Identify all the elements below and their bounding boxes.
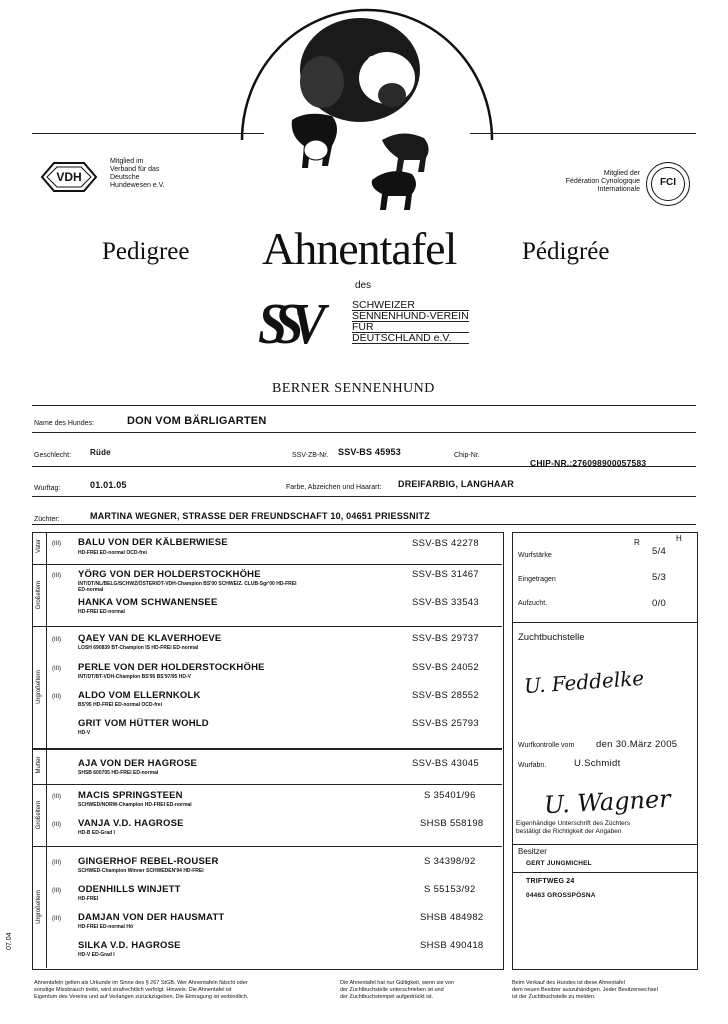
label-grosseltern-sire: Großeltern (36, 580, 42, 610)
ancestor-reg: SHSB 484982 (420, 912, 484, 923)
dog-sex: Rüde (90, 448, 111, 457)
vdh-member-line: Verband für das (110, 166, 160, 173)
hd-mark: (III) (52, 666, 61, 672)
signature-breeder: U. Wagner (543, 784, 672, 820)
ancestor-details: HD-FREI ED-normal Hö (78, 924, 133, 930)
label-vater: Vater (36, 539, 42, 553)
hd-mark: (III) (52, 694, 61, 700)
ancestor-name: VANJA V.D. HAGROSE (78, 818, 184, 829)
hd-mark: (III) (52, 637, 61, 643)
ancestor-name: AJA VON DER HAGROSE (78, 758, 198, 769)
ancestor-details: INT/DT/NL/BELG/SCHWZ/ÖSTER/DT-VDH-Champion BS'00 SCHWEIZ. CLUB-Sgr'00 HD-FREI (78, 581, 297, 587)
signature-stud-book: U. Feddelke (523, 665, 645, 699)
ancestor-name: YÖRG VON DER HOLDERSTOCKHÖHE (78, 569, 261, 580)
col-h-label: H (676, 534, 682, 543)
footer-line: Die Ahnentafel hat nur Gültigkeit, wenn sie von (340, 980, 455, 986)
ancestor-details: HD-FREI ED-normal OCD-frei (78, 550, 147, 556)
ancestor-details: HD-FREI ED-normal (78, 609, 125, 615)
ancestor-reg: SSV-BS 42278 (412, 538, 479, 549)
litter-check-name: U.Schmidt (574, 758, 621, 769)
footer-line: Beim Verkauf des Hundes ist diese Ahnentafel (512, 980, 625, 986)
ancestor-name: SILKA V.D. HAGROSE (78, 940, 181, 951)
ancestor-details: ED-normal (78, 587, 104, 593)
litter-check-label: Wurfabn. (518, 762, 547, 769)
ancestor-name: GINGERHOF REBEL-ROUSER (78, 856, 219, 867)
hd-mark: (III) (52, 916, 61, 922)
breeder-sig-line: bestätigt die Richtigkeit der Angaben (516, 828, 622, 835)
dog-chip: CHIP-NR.:276098900057583 (530, 458, 647, 468)
label-mutter: Mutter (36, 756, 42, 774)
club-name (352, 300, 469, 344)
ancestor-details: LOSH 690839 BT-Champion IS HD-FREI ED-normal (78, 645, 199, 651)
footer-line: Eigentum des Vereins und auf Verlangen zurückzugeben. Die Eintragung ist verbindlich. (34, 994, 249, 1000)
fci-logo (646, 162, 690, 206)
hd-mark: (III) (52, 888, 61, 894)
hd-mark: (III) (52, 860, 61, 866)
club-name-line: DEUTSCHLAND e.V. (352, 333, 469, 344)
owner-city: 04463 GROSSPÖSNA (526, 892, 596, 899)
dog-color: DREIFARBIG, LANGHAAR (398, 479, 514, 489)
hd-mark: (III) (52, 822, 61, 828)
registered-label: Eingetragen (518, 576, 556, 583)
ssv-logo (258, 291, 350, 356)
col-r-label: R (634, 538, 640, 547)
dog-reg-number: SSV-BS 45953 (338, 447, 401, 457)
sex-label: Geschlecht: (34, 452, 71, 459)
ancestor-reg: SSV-BS 29737 (412, 633, 479, 644)
issued-label: Wurfkontrolle vom (518, 742, 575, 749)
ancestor-details: HD-B ED-Grad I (78, 830, 115, 836)
title-pedigree-en: Pedigree (102, 238, 190, 265)
chip-label: Chip-Nr. (454, 452, 480, 459)
footer-line: ist der Zuchtbuchstelle zu melden. (512, 994, 596, 1000)
whelped-label: Wurftag: (34, 485, 61, 492)
vdh-member-line: Deutsche (110, 174, 140, 181)
footer-line: dem neuen Besitzer auszuhändigen. Jeder Besitzerwechsel (512, 987, 658, 993)
title-ahnentafel: Ahnentafel (262, 223, 457, 274)
dog-whelped: 01.01.05 (90, 480, 127, 490)
dog-group-illustration (232, 0, 502, 225)
footer-legal-col3 (512, 980, 698, 1001)
color-label: Farbe, Abzeichen und Haarart: (286, 484, 382, 491)
hd-mark: (III) (52, 794, 61, 800)
ancestor-name: BALU VON DER KÄLBERWIESE (78, 537, 228, 548)
footer-line: der Zuchtbuchstelle unterschrieben ist und (340, 987, 444, 993)
footer-legal-col1 (34, 980, 334, 1001)
club-name-line: SENNENHUND-VEREIN (352, 310, 469, 322)
reared-value: 0/0 (652, 598, 667, 609)
footer-line: Ahnentafeln gelten als Urkunde im Sinne des § 267 StGB. Wer Ahnentafeln fälscht oder (34, 980, 248, 986)
owner-street: TRIFTWEG 24 (526, 878, 575, 885)
ancestor-details: BS'95 HD-FREI ED-normal OCD-frei (78, 702, 162, 708)
stud-book-office: Zuchtbuchstelle (518, 632, 585, 643)
ancestor-reg: S 35401/96 (424, 790, 476, 801)
breeder-signature-note (516, 820, 630, 836)
ancestor-details: HD-V (78, 730, 91, 736)
ancestor-reg: SSV-BS 31467 (412, 569, 479, 580)
label-urgrosseltern-sire: Urgroßeltern (36, 670, 42, 704)
ancestor-reg: SSV-BS 33543 (412, 597, 479, 608)
ancestor-details: INT/DT/BT-VDH-Champion BS'95 BS'97/95 HD-V (78, 674, 191, 680)
registered-value: 5/3 (652, 572, 667, 583)
ancestor-reg: SHSB 558198 (420, 818, 484, 829)
dog-name: DON VOM BÄRLIGARTEN (127, 415, 267, 427)
owner-name: GERT JUNGMICHEL (526, 860, 592, 867)
litter-size-label: Wurfstärke (518, 552, 552, 559)
fci-member-line: Mitglied der (603, 170, 640, 177)
litter-size-value: 5/4 (652, 546, 667, 557)
breeder-sig-line: Eigenhändige Unterschrift des Züchters (516, 820, 631, 827)
vdh-logo (38, 160, 100, 194)
ancestor-details: SCHWED-Champion Winner SCHWEDEN'94 HD-FREI (78, 868, 204, 874)
club-name-line: SCHWEIZER (352, 300, 469, 311)
ancestor-details: SHSB 600705 HD-FREI ED-normal (78, 770, 159, 776)
ancestor-reg: SSV-BS 25793 (412, 718, 479, 729)
breeder-label: Züchter: (34, 516, 60, 523)
name-label: Name des Hundes: (34, 420, 94, 427)
hd-mark: (III) (52, 573, 61, 579)
vdh-member-line: Mitglied im (110, 158, 144, 165)
fci-logo-text: FCI (659, 177, 677, 188)
footer-line: der Zuchtbuchstempel aufgedrückt ist. (340, 994, 434, 1000)
label-grosseltern-dam: Großeltern (36, 800, 42, 830)
ancestor-reg: S 34398/92 (424, 856, 476, 867)
owner-label: Besitzer (518, 847, 547, 856)
side-code: 07.04 (6, 932, 13, 950)
ancestor-details: SCHWED/NORW-Champion HD-FREI ED-normal (78, 802, 192, 808)
footer-legal-col2 (340, 980, 505, 1001)
ancestor-details: HD-V ED-Grad I (78, 952, 115, 958)
ancestor-name: DAMJAN VON DER HAUSMATT (78, 912, 225, 923)
ancestor-name: HANKA VOM SCHWANENSEE (78, 597, 218, 608)
ancestor-details: HD-FREI (78, 896, 99, 902)
fci-member-line: Fédération Cynologique (565, 178, 640, 185)
title-pedigree-fr: Pédigrée (522, 238, 610, 265)
ancestor-reg: SSV-BS 24052 (412, 662, 479, 673)
ancestor-name: ALDO VOM ELLERNKOLK (78, 690, 201, 701)
reared-label: Aufzucht. (518, 600, 548, 607)
ancestor-reg: SSV-BS 43045 (412, 758, 479, 769)
ancestor-name: ODENHILLS WINJETT (78, 884, 181, 895)
hd-mark: (III) (52, 541, 61, 547)
ancestor-reg: SSV-BS 28552 (412, 690, 479, 701)
club-name-line: FÜR (352, 322, 469, 333)
footer-line: sonstige Missbrauch treibt, wird strafrechtlich verfolgt. Hinweis: Die Ahnentafel ist (34, 987, 232, 993)
fci-member-line: Internationale (597, 186, 640, 193)
dog-breeder: MARTINA WEGNER, STRASSE DER FREUNDSCHAFT 10, 04651 PRIESSNITZ (90, 511, 430, 521)
vdh-membership-text (110, 158, 190, 190)
vdh-member-line: Hundewesen e.V. (110, 182, 165, 189)
ancestor-name: GRIT VOM HÜTTER WOHLD (78, 718, 209, 729)
des-text: des (355, 280, 372, 291)
breeding-info-panel (512, 532, 698, 970)
reg-label: SSV-ZB-Nr. (292, 452, 329, 459)
label-urgrosseltern-dam: Urgroßeltern (36, 890, 42, 924)
ancestor-name: QAEY VAN DE KLAVERHOEVE (78, 633, 222, 644)
ancestor-name: MACIS SPRINGSTEEN (78, 790, 183, 801)
ancestor-reg: SHSB 490418 (420, 940, 484, 951)
issued-date: den 30.März 2005 (596, 739, 678, 750)
ancestor-reg: S 55153/92 (424, 884, 476, 895)
fci-membership-text (540, 170, 640, 194)
vdh-logo-text: VDH (56, 170, 82, 184)
breed-name: BERNER SENNENHUND (272, 381, 435, 396)
ancestor-name: PERLE VON DER HOLDERSTOCKHÖHE (78, 662, 265, 673)
ssv-logo-text: SSV (258, 291, 314, 356)
